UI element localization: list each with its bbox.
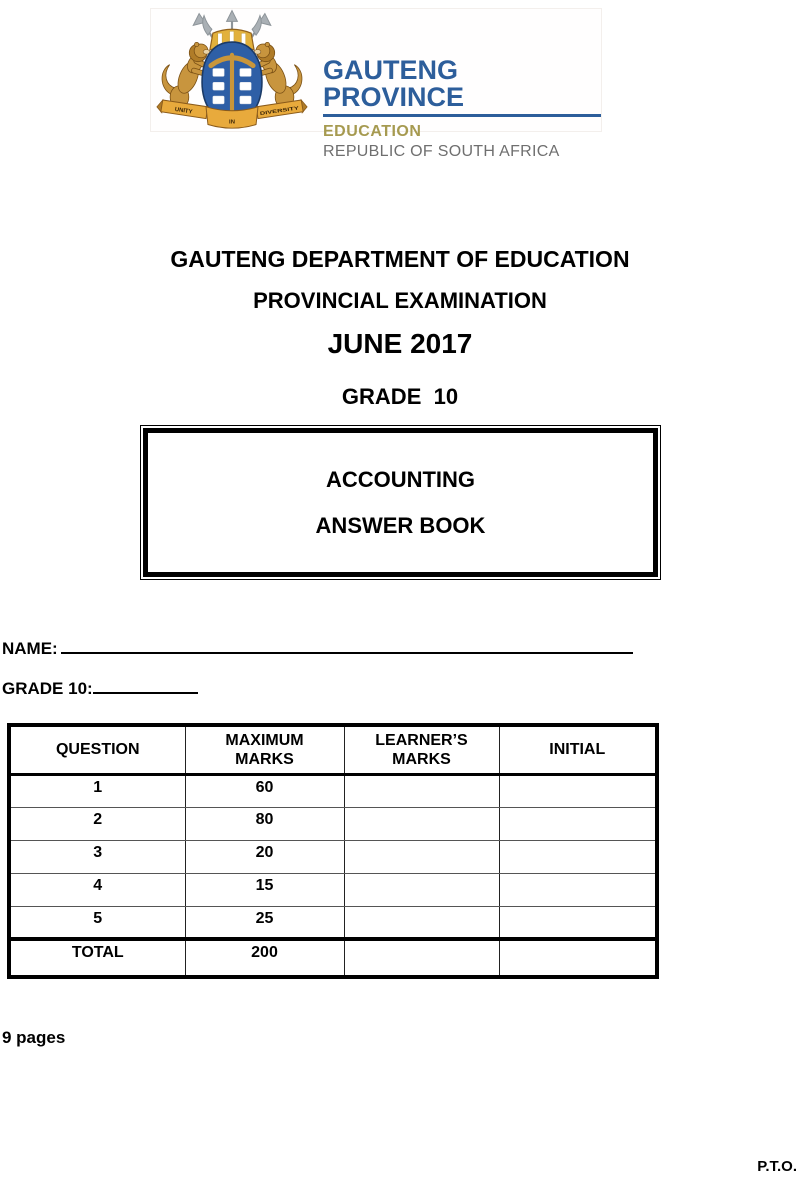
gauteng-education-logo [150,8,602,160]
learners-marks-cell [344,873,499,906]
table-row [9,873,657,906]
logo-country-name: REPUBLIC OF SOUTH AFRICA [323,142,560,160]
col-header-learners-marks: LEARNER’S MARKS [344,725,499,774]
heading-grade: GRADE 10 [341,384,459,409]
col-header-initial: INITIAL [499,725,657,774]
maximum-marks: 80 [185,807,344,840]
logo-department-name: EDUCATION [323,123,422,140]
grade-fill-line [93,679,198,694]
total-learners-marks-cell [344,939,499,977]
marks-summary-table [7,723,659,979]
page-count-note: 9 pages [2,1028,66,1047]
heading-exam-date: JUNE 2017 [327,328,473,359]
col-header-question: QUESTION [9,725,185,774]
subject-box [143,428,658,577]
total-initial-cell [499,939,657,977]
grade-label: GRADE 10: [2,679,93,698]
initial-cell [499,840,657,873]
table-total-row [9,939,657,977]
name-fill-line [61,639,633,654]
question-number: 3 [9,840,185,873]
question-number: 1 [9,774,185,807]
initial-cell [499,906,657,939]
total-label: TOTAL [9,939,185,977]
maximum-marks: 60 [185,774,344,807]
learners-marks-cell [344,807,499,840]
gauteng-coat-of-arms-icon [151,9,313,133]
document-type: ANSWER BOOK [315,512,486,538]
pto-note: P.T.O. [757,1158,797,1175]
table-header-row [9,725,657,774]
table-row [9,807,657,840]
total-maximum-marks: 200 [185,939,344,977]
learners-marks-cell [344,774,499,807]
initial-cell [499,807,657,840]
name-field-row [2,639,633,659]
motto-diversity: DIVERSITY [259,108,287,118]
question-number: 4 [9,873,185,906]
table-row [9,906,657,939]
name-label: NAME: [2,639,58,658]
initial-cell [499,774,657,807]
maximum-marks: 25 [185,906,344,939]
maximum-marks: 15 [185,873,344,906]
heading-department: GAUTENG DEPARTMENT OF EDUCATION [170,246,630,272]
learners-marks-cell [344,906,499,939]
motto-unity: UNITY [174,106,193,116]
table-row [9,774,657,807]
maximum-marks: 20 [185,840,344,873]
question-number: 2 [9,807,185,840]
initial-cell [499,873,657,906]
subject-title: ACCOUNTING [325,466,476,492]
logo-text-block [323,9,601,160]
logo-province-name: GAUTENG PROVINCE [323,57,601,117]
motto-in: IN [229,119,235,126]
grade-field-row [2,679,198,699]
question-number: 5 [9,906,185,939]
col-header-maximum-marks: MAXIMUM MARKS [185,725,344,774]
table-row [9,840,657,873]
heading-examination: PROVINCIAL EXAMINATION [253,288,547,313]
learners-marks-cell [344,840,499,873]
